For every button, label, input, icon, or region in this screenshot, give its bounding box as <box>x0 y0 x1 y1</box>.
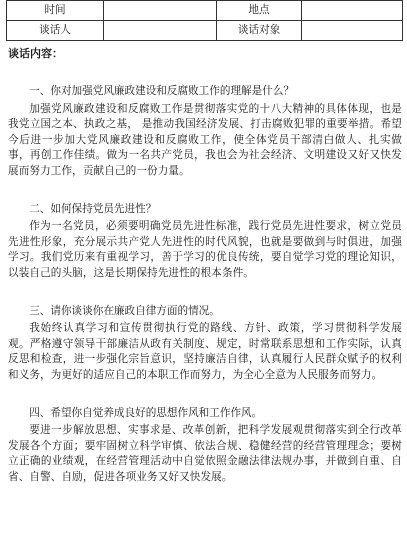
header-row-2 <box>7 21 403 41</box>
talker-label: 谈话人 <box>7 21 104 41</box>
document-body <box>8 64 402 485</box>
section-1-answer: 加强党风廉政建设和反腐败工作是贯彻落实党的十八大精神的具体体现，也是我党立国之本、执政之基， 是推动我国经济发展、打击腐败犯罪的重要举措。希望今后进一步加大党风廉政建设和反腐败工作，使全体党员干部清白做人、扎实做事，再创工作佳绩。做为一名共产党员，我也会为社会经济、文明建设又好又快发展而努力工作，贡献自己的一份力量。 <box>8 102 402 177</box>
section-3-question: 三、请你谈谈你在廉政自律方面的情况。 <box>29 304 220 317</box>
section-1-question: 一、你对加强党风廉政建设和反腐败工作的理解是什么？ <box>29 85 295 97</box>
time-label: 时间 <box>7 1 104 21</box>
header-row-1 <box>7 1 403 21</box>
target-label: 谈话对象 <box>217 21 302 41</box>
time-value <box>104 1 217 21</box>
section-2-answer: 作为一名党员，必须要明确党员先进性标准，践行党员先进性要求，树立党员先进性形象，充分展示共产党人先进性的时代风貌，也就是要做到与时俱进，加强学习。我们党历来有重视学习，善于学习的优良传统，要自觉学习党的理论知识，以装自己的头脑，这是长期保持先进性的根本条件。 <box>8 220 402 279</box>
section-4-question: 四、希望你自觉养成良好的思想作风和工作作风。 <box>29 406 263 419</box>
place-label: 地点 <box>217 1 302 21</box>
header-table <box>6 0 403 41</box>
section-3-answer: 我始终认真学习和宣传贯彻执行党的路线、方针、政策，学习贯彻科学发展观。严格遵守领导干部廉洁从政有关制度、规定，时常联系思想和工作实际，认真反思和检查，进一步强化宗旨意识，坚持廉洁自律，认真履行人民群众赋予的权利和义务，为更好的适应自己的本职工作而努力，为全心全意为人民服务而努力。 <box>8 322 402 381</box>
section-2-question: 二、如何保持党员先进性？ <box>29 202 157 215</box>
target-value <box>302 21 403 41</box>
place-value <box>302 1 403 21</box>
talker-value <box>104 21 217 41</box>
section-4-answer: 要进一步解放思想、实事求是、改革创新，把科学发展观贯彻落实到全行改革发展各个方面；要牢固树立科学审慎、依法合规、稳健经营的经营管理理念；要树立正确的业绩观，在经营管理活动中自觉依照金融法律法规办事，并做到自重、自省、自警、自励，促进各项业务又好又快发展。 <box>8 424 402 483</box>
content-label: 谈话内容： <box>8 47 63 60</box>
